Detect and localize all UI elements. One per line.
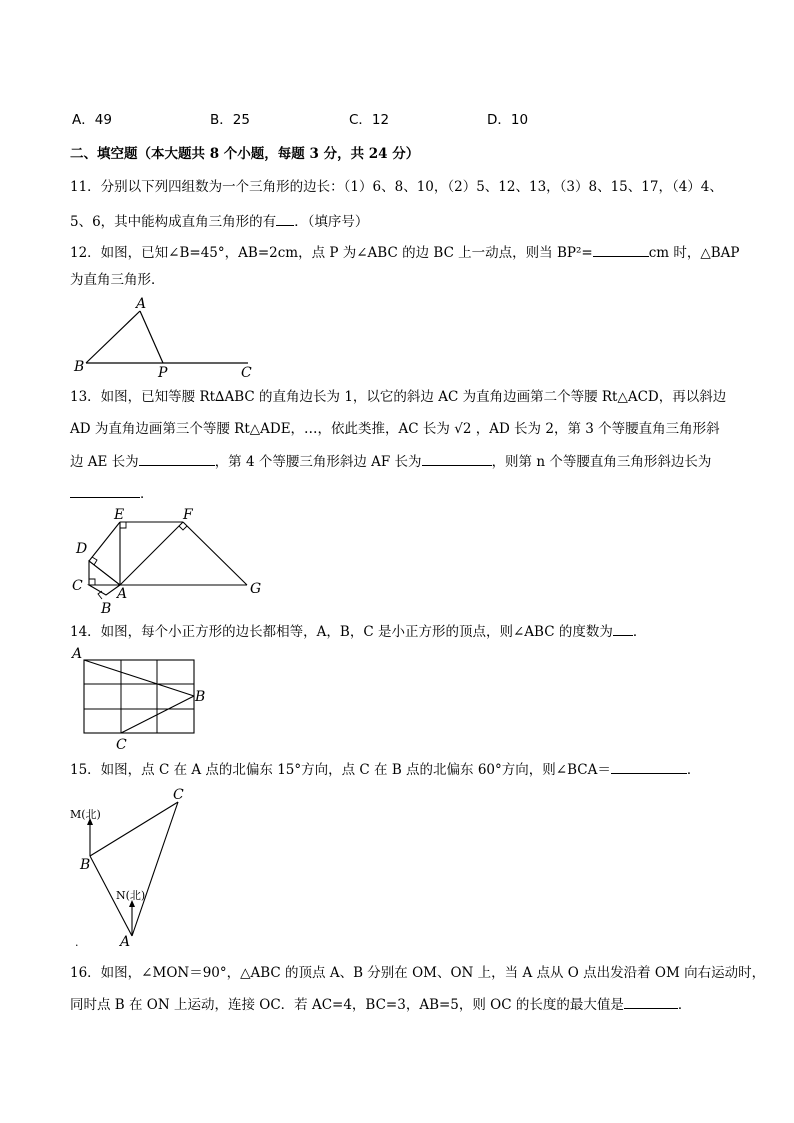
q13-text-a: 边 AE 长为: [70, 454, 139, 470]
q13-answer-blank-3[interactable]: [70, 483, 140, 498]
q13-label-f: F: [183, 507, 193, 523]
q15-label-b: B: [80, 857, 91, 873]
q12-text: 12．如图，已知∠B=45°，AB=2cm，点 P 为∠ABC 的边 BC 上一动点，则当 BP²=: [70, 245, 593, 261]
q12-label-a: A: [136, 296, 147, 312]
choice-d[interactable]: D．10: [487, 112, 529, 128]
q12-text-end: cm 时，△BAP: [648, 245, 740, 261]
q14-text-end: ．: [632, 624, 647, 640]
q13-label-g: G: [250, 581, 262, 597]
q16-line1: 16．如图，∠MON＝90°，△ABC 的顶点 A、B 分别在 OM、ON 上，当 A 点从 O 点出发沿着 OM 向右运动时，: [70, 965, 766, 981]
q13-line2: AD 为直角边画第三个等腰 Rt△ADE，…，依此类推，AC 长为 √2 ，AD 长为 2，第 3 个等腰直角三角形斜: [70, 421, 720, 437]
q14-label-c: C: [116, 737, 127, 753]
q13-label-c: C: [72, 578, 83, 594]
q16-line2: [70, 994, 691, 1015]
q13-label-b: B: [101, 601, 112, 617]
q15-line1: [70, 759, 700, 780]
q16-answer-blank[interactable]: [624, 994, 678, 1009]
q13-text-end: ．: [140, 486, 154, 502]
section-title: 二、填空题（本大题共 8 个小题，每题 3 分，共 24 分）: [70, 146, 420, 162]
choice-c[interactable]: C．12: [349, 112, 390, 128]
q14-text: 14．如图，每个小正方形的边长都相等，A，B，C 是小正方形的顶点，则∠ABC 的度数为: [70, 624, 613, 640]
q13-line4: [70, 483, 154, 504]
q15-dot: .: [75, 936, 79, 949]
q11-text: 5、6，其中能构成直角三角形的有: [70, 214, 277, 230]
q11-text-end: ．（填序号）: [294, 214, 369, 230]
q12-line2: 为直角三角形．: [70, 272, 165, 288]
q15-figure: [70, 786, 200, 951]
q12-label-b: B: [74, 359, 85, 375]
q11-line2: [70, 211, 368, 232]
q15-label-c: C: [173, 787, 184, 803]
q13-line3: [70, 451, 711, 472]
q14-figure: [70, 645, 220, 755]
q14-line1: [70, 621, 646, 642]
q12-answer-blank[interactable]: [593, 242, 649, 257]
q13-text-c: ，则第 n 个等腰直角三角形斜边长为: [491, 454, 712, 470]
q12-label-c: C: [241, 365, 252, 381]
q15-label-a: A: [120, 934, 131, 950]
q16-text: 同时点 B 在 ON 上运动，连接 OC．若 AC=4，BC=3，AB=5，则 OC 的长度的最大值是: [70, 997, 624, 1013]
q14-answer-blank[interactable]: [613, 621, 633, 636]
q13-line1: 13．如图，已知等腰 Rt∆ABC 的直角边长为 1，以它的斜边 AC 为直角边画第二个等腰 Rt△ACD，再以斜边: [70, 389, 727, 405]
q14-label-b: B: [195, 689, 206, 705]
q13-label-a: A: [117, 586, 128, 602]
q13-figure: [70, 505, 270, 617]
q15-label-m: M(北): [70, 808, 101, 821]
q13-label-d: D: [76, 541, 88, 557]
q11-answer-blank[interactable]: [276, 211, 294, 226]
q16-text-end: ．: [677, 997, 692, 1013]
q12-line1: [70, 242, 740, 263]
q11-line1: 11．分别以下列四组数为一个三角形的边长：（1）6、8、10，（2）5、12、13，（3）8、15、17，（4）4、: [70, 179, 723, 195]
q14-label-a: A: [72, 646, 83, 662]
q15-text: 15．如图，点 C 在 A 点的北偏东 15°方向，点 C 在 B 点的北偏东 60°方向，则∠BCA＝: [70, 762, 611, 778]
choice-b[interactable]: B．25: [210, 112, 250, 128]
q15-text-end: ．: [686, 762, 701, 778]
q13-answer-blank-1[interactable]: [139, 451, 215, 466]
q13-label-e: E: [114, 507, 125, 523]
q13-text-b: ，第 4 个等腰三角形斜边 AF 长为: [214, 454, 422, 470]
q15-label-n: N(北): [116, 889, 146, 902]
q12-label-p: P: [158, 365, 168, 381]
q12-figure: [70, 295, 280, 380]
choice-a[interactable]: A．49: [72, 112, 112, 128]
q13-answer-blank-2[interactable]: [422, 451, 492, 466]
q15-answer-blank[interactable]: [611, 759, 687, 774]
